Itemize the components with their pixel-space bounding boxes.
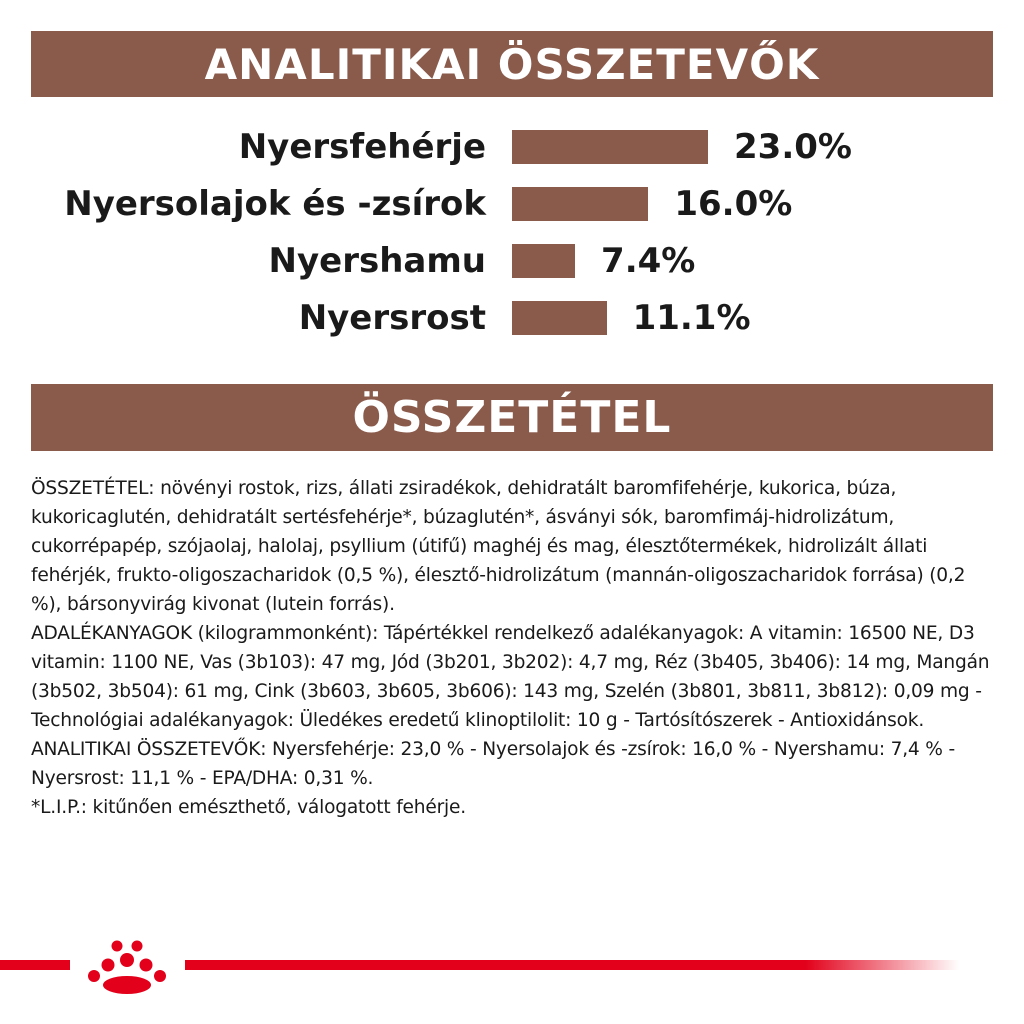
composition-paragraph-analytical: ANALITIKAI ÖSSZETEVŐK: Nyersfehérje: 23,0 % - Nyersolajok és -zsírok: 16,0 % - Nyershamu: 7,4 % - Nyersrost: 11,1 % - EPA/DHA: 0,31 %. [31, 739, 955, 789]
bar-value-label: 7.4% [601, 241, 696, 281]
royal-canin-crown-icon [72, 934, 182, 998]
nutrient-bar-chart [0, 110, 1024, 370]
footer-red-line-left [0, 960, 70, 970]
composition-paragraph-ingredients: ÖSSZETÉTEL: növényi rostok, rizs, állati zsiradékok, dehidratált baromfifehérje, kukorica, búza, kukoricaglutén, dehidratált sertésfehérje*, búzaglutén*, ásványi sók, baromfimáj-hidrolizátum, cukorrépapép, szójaolaj, halolaj, psyllium (útifű) maghéj és mag, élesztőtermékek, hidrolizált állati fehérjék, frukto-oligoszacharidok (0,5 %), élesztő-hidrolizátum (mannán-oligoszacharidok forrása) (0,2 %), bársonyvirág kivonat (lutein forrás). [31, 478, 966, 615]
bar-label: Nyershamu [268, 241, 486, 281]
bar [512, 244, 575, 278]
composition-paragraph-footnote: *L.I.P.: kitűnően emészthető, válogatott fehérje. [31, 797, 466, 818]
bar-label: Nyersolajok és -zsírok [64, 184, 486, 224]
composition-paragraph-additives: ADALÉKANYAGOK (kilogrammonként): Tápértékkel rendelkező adalékanyagok: A vitamin: 16500 NE, D3 vitamin: 1100 NE, Vas (3b103): 47 mg, Jód (3b201, 3b202): 4,7 mg, Réz (3b405, 3b406): 14 mg, Mangán (3b502, 3b504): 61 mg, Cink (3b603, 3b605, 3b606): 143 mg, Szelén (3b801, 3b811, 3b812): 0,09 mg - Technológiai adalékanyagok: Üledékes eredetű klinoptilolit: 10 g - Tartósítószerek - Antioxidánsok. [31, 623, 990, 731]
bar-label: Nyersrost [298, 298, 486, 338]
composition-text [31, 474, 1001, 822]
analytical-constituents-banner [31, 31, 993, 97]
analytical-constituents-title: ANALITIKAI ÖSSZETEVŐK [204, 39, 820, 89]
bar-value-label: 11.1% [632, 298, 751, 338]
bar-value-label: 23.0% [734, 127, 852, 167]
composition-title: ÖSSZETÉTEL [352, 392, 672, 443]
bar [512, 301, 607, 335]
bar [512, 187, 648, 221]
composition-banner [31, 384, 993, 451]
footer-red-line-right [185, 960, 960, 970]
bar-value-label: 16.0% [674, 184, 793, 224]
bar [512, 130, 708, 164]
bar-label: Nyersfehérje [238, 127, 486, 167]
